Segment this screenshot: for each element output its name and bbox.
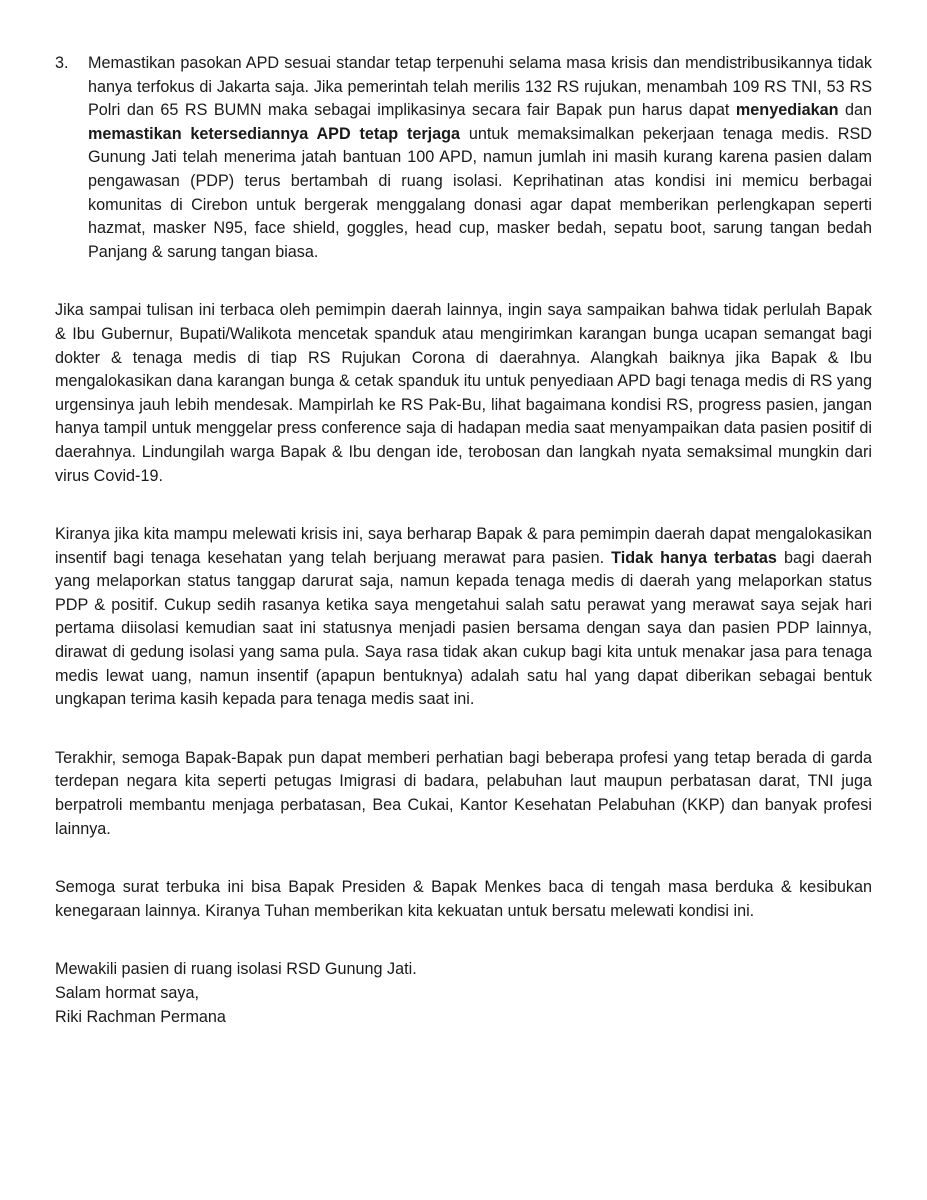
- item-number: 3.: [55, 54, 69, 72]
- paragraph-closing-hope: Semoga surat terbuka ini bisa Bapak Presiden & Bapak Menkes baca di tengah masa berduka & kesibukan kenegaraan lainnya. Kiranya Tuhan memberikan kita kekuatan untuk bersatu melewati kondisi ini.: [55, 878, 872, 920]
- signoff-block: [55, 958, 872, 1029]
- item-3-segment: dan: [838, 101, 872, 120]
- item-3-segment: Memastikan pasokan APD sesuai standar tetap terpenuhi selama masa krisis dan mendistribusikannya tidak hanya terfokus di Jakarta saja. Jika pemerintah telah merilis 132 RS rujukan, menambah 109 RS TNI, 53 RS Polri dan 65 RS BUMN maka sebagai implikasinya secara fair Bapak pun harus dapat: [88, 54, 872, 120]
- item-3-bold-ensure: memastikan ketersediannya APD tetap terjaga: [88, 124, 461, 143]
- item-3-segment: untuk memaksimalkan pekerjaan tenaga medis. RSD Gunung Jati telah menerima jatah bantuan 100 APD, namun jumlah ini masih kurang karena pasien dalam pengawasan (PDP) terus bertambah di ruang isolasi. Keprihatinan atas kondisi ini memicu berbagai komunitas di Cirebon untuk bergerak menggalang donasi agar dapat memberikan perlengkapan seperti hazmat, masker N95, face shield, goggles, head cup, masker bedah, sepatu boot, sarung tangan bedah Panjang & sarung tangan biasa.: [88, 124, 872, 261]
- paragraph-regional-leaders: Jika sampai tulisan ini terbaca oleh pemimpin daerah lainnya, ingin saya sampaikan bahwa tidak perlulah Bapak & Ibu Gubernur, Bupati/Walikota mencetak spanduk atau mengirimkan karangan bunga ucapan semangat bagi dokter & tenaga medis di tiap RS Rujukan Corona di daerahnya. Alangkah baiknya jika Bapak & Ibu mengalokasikan dana karangan bunga & cetak spanduk itu untuk penyediaan APD bagi tenaga medis di RS yang urgensinya jauh lebih mendesak. Mampirlah ke RS Pak-Bu, lihat bagaimana kondisi RS, progress pasien, jangan hanya tampil untuk menggelar press conference saja di hadapan media saat menyampaikan data pasien positif di daerahnya. Lindungilah warga Bapak & Ibu dengan ide, terobosan dan langkah nyata semaksimal mungkin dari virus Covid-19.: [55, 301, 872, 485]
- item-3-bold-provide: menyediakan: [735, 101, 839, 120]
- numbered-item-3: [55, 52, 872, 264]
- paragraph-incentives-segment: bagi daerah yang melaporkan status tanggap darurat saja, namun kepada tenaga medis di daerah yang melaporkan status PDP & positif. Cukup sedih rasanya ketika saya mengetahui salah satu perawat yang merawat saya sejak hari pertama diisolasi kemudian saat ini statusnya menjadi pasien bersama dengan saya dan pasien PDP lainnya, dirawat di gedung isolasi yang sama pula. Saya rasa tidak akan cukup bagi kita untuk menakar jasa para tenaga medis lewat uang, namun insentif (apapun bentuknya) adalah satu hal yang dapat diberikan sebagai bentuk ungkapan terima kasih kepada para tenaga medis saat ini.: [55, 548, 872, 709]
- signoff-greeting: Salam hormat saya,: [55, 984, 199, 1002]
- paragraph-incentives-segment: Kiranya jika kita mampu melewati krisis ini, saya berharap Bapak & para pemimpin daerah dapat mengalokasikan insentif bagi tenaga kesehatan yang telah berjuang merawat para pasien.: [55, 525, 872, 567]
- paragraph-incentives-bold: Tidak hanya terbatas: [611, 548, 777, 567]
- paragraph-frontline-professions: Terakhir, semoga Bapak-Bapak pun dapat memberi perhatian bagi beberapa profesi yang tetap berada di garda terdepan negara kita seperti petugas Imigrasi di badara, pelabuhan laut maupun perbatasan darat, TNI juga berpatroli membantu menjaga perbatasan, Bea Cukai, Kantor Kesehatan Pelabuhan (KKP) dan banyak profesi lainnya.: [55, 748, 872, 838]
- signoff-representing: Mewakili pasien di ruang isolasi RSD Gunung Jati.: [55, 960, 417, 979]
- item-3-text: [88, 52, 872, 264]
- signoff-author-name: Riki Rachman Permana: [55, 1007, 226, 1026]
- paragraph-incentives: [55, 523, 872, 712]
